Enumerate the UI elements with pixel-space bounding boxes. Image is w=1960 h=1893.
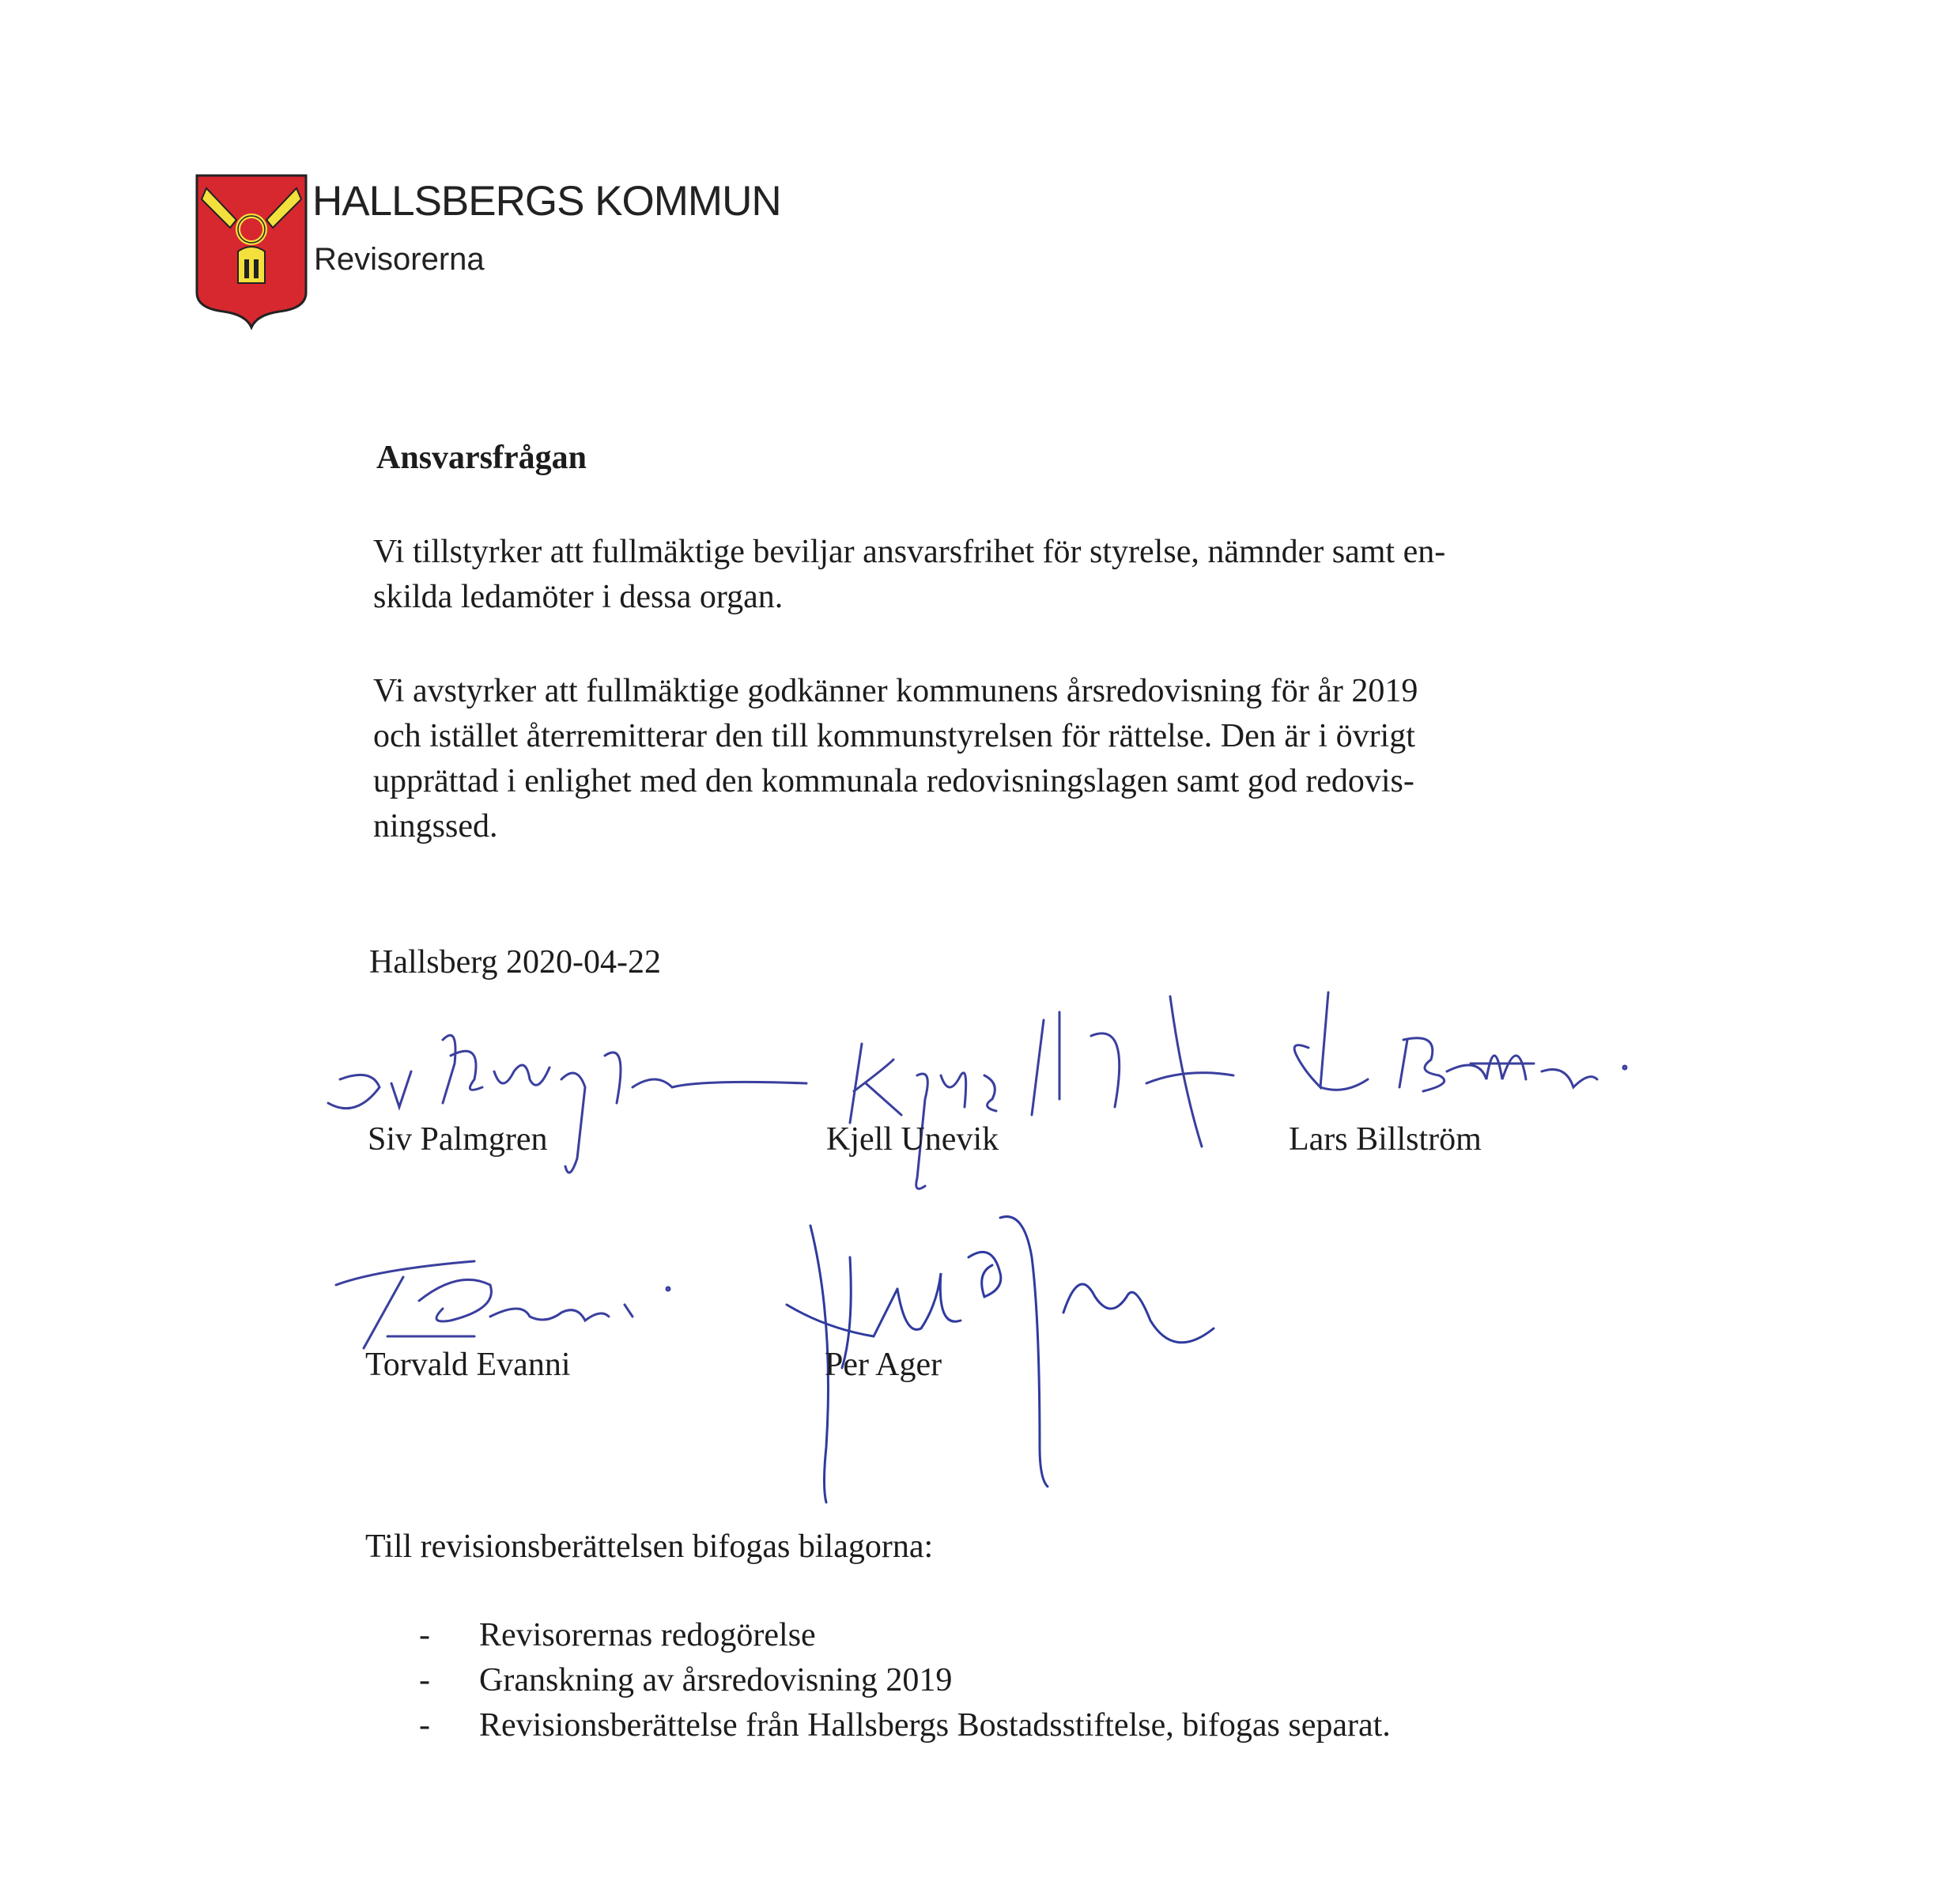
- bullet-dash: -: [419, 1662, 430, 1698]
- list-item: [419, 1703, 1391, 1748]
- list-item: [419, 1613, 1391, 1658]
- signature-lars-billstrom: [1273, 984, 1645, 1143]
- paragraph-line: skilda ledamöter i dessa organ.: [373, 579, 784, 615]
- paragraph-line: upprättad i enlighet med den kommunala redovisningslagen samt god redovis-: [373, 763, 1414, 799]
- attachment-label: Revisionsberättelse från Hallsbergs Bostadsstiftelse, bifogas separat.: [479, 1707, 1391, 1744]
- paragraph-annual-report: [373, 669, 1654, 849]
- place-date: Hallsberg 2020-04-22: [369, 944, 661, 981]
- signatory-name: Torvald Evanni: [365, 1347, 571, 1383]
- coat-of-arms-icon: [192, 172, 311, 331]
- signatory-name: Per Ager: [825, 1347, 942, 1383]
- paragraph-line: ningssed.: [373, 808, 498, 844]
- paragraph-line: Vi tillstyrker att fullmäktige beviljar ansvarsfrihet för styrelse, nämnder samt en-: [373, 534, 1446, 570]
- signatory-name: Siv Palmgren: [368, 1121, 548, 1158]
- signatory-name: Kjell Unevik: [826, 1121, 999, 1158]
- attachment-label: Granskning av årsredovisning 2019: [479, 1662, 953, 1698]
- bullet-dash: -: [419, 1707, 430, 1744]
- signature-siv-palmgren: [324, 992, 814, 1206]
- attachments-list: [419, 1613, 1391, 1748]
- department-name: Revisorerna: [314, 242, 485, 277]
- attachments-intro: Till revisionsberättelsen bifogas bilagorna:: [365, 1528, 934, 1565]
- attachment-label: Revisorernas redogörelse: [479, 1617, 816, 1653]
- bullet-dash: -: [419, 1617, 430, 1653]
- signature-kjell-unevik: [830, 988, 1249, 1210]
- list-item: [419, 1658, 1391, 1703]
- paragraph-line: Vi avstyrker att fullmäktige godkänner kommunens årsredovisning för år 2019: [373, 673, 1418, 709]
- organization-name: HALLSBERGS KOMMUN: [312, 178, 781, 225]
- paragraph-line: och istället återremitterar den till kommunstyrelsen för rättelse. Den är i övrigt: [373, 718, 1415, 754]
- signatory-name: Lars Billström: [1289, 1121, 1482, 1158]
- paragraph-discharge: [373, 530, 1654, 620]
- section-heading: Ansvarsfrågan: [376, 440, 587, 476]
